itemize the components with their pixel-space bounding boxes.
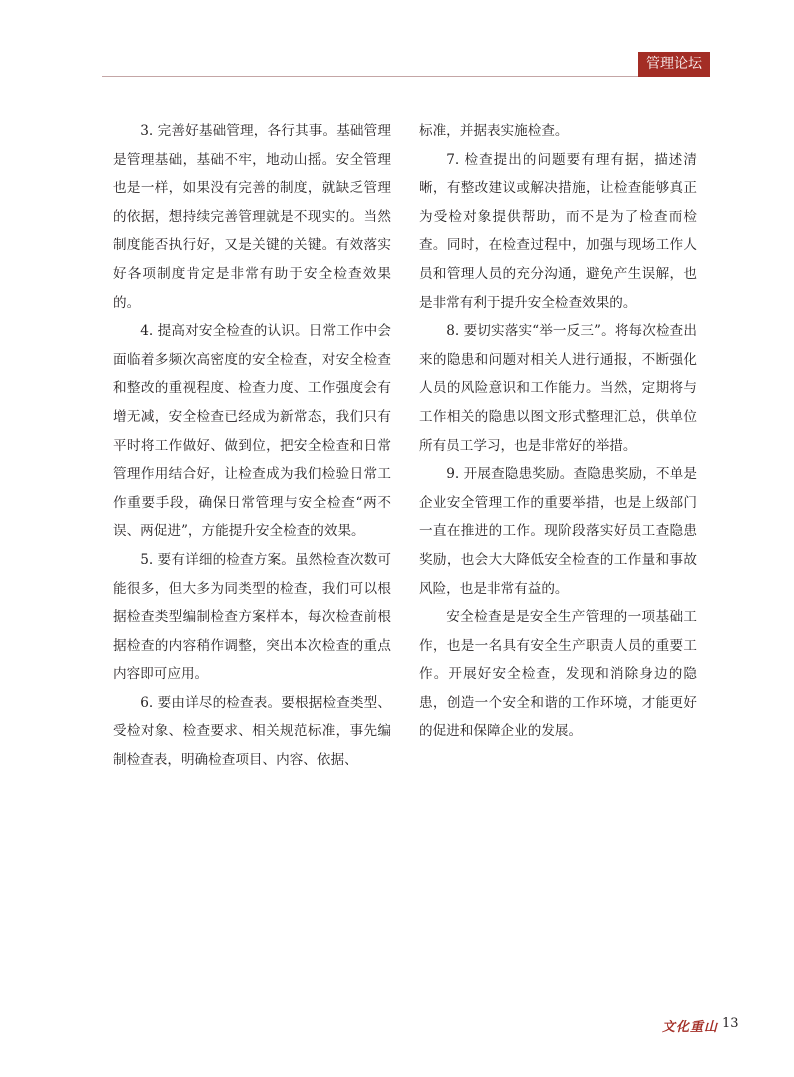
paragraph-7: 7. 检查提出的问题要有理有据，描述清晰，有整改建议或解决措施，让检查能够真正为受检对象提供帮助，而不是为了检查而检查。同时，在检查过程中，加强与现场工作人员和管理人员的充分沟通，避免产生误解，也是非常有利于提升安全检查效果的。 (419, 151, 697, 311)
magazine-logo: 文化重山 (662, 1020, 719, 1035)
right-column (419, 117, 697, 746)
paragraph-6-end: 标准，并据表实施检查。 (419, 123, 569, 139)
page-number: 13 (722, 1016, 739, 1031)
paragraph-4: 4. 提高对安全检查的认识。日常工作中会面临着多频次高密度的安全检查，对安全检查和整改的重视程度、检查力度、工作强度会有增无减，安全检查已经成为新常态，我们只有平时将工作做好、做到位，把安全检查和日常管理作用结合好，让检查成为我们检验日常工作重要手段，确保日常管理与安全检查“两不误、两促进”，方能提升安全检查的效果。 (113, 323, 391, 540)
paragraph-conclusion: 安全检查是是安全生产管理的一项基础工作，也是一名具有安全生产职责人员的重要工作。开展好安全检查，发现和消除身边的隐患，创造一个安全和谐的工作环境，才能更好的促进和保障企业的发展。 (419, 609, 697, 740)
header-divider (102, 76, 710, 77)
paragraph-9: 9. 开展查隐患奖励。查隐患奖励，不单是企业安全管理工作的重要举措，也是上级部门一直在推进的工作。现阶段落实好员工查隐患奖励，也会大大降低安全检查的工作量和事故风险，也是非常有益的。 (419, 466, 697, 597)
paragraph-8: 8. 要切实落实“举一反三”。将每次检查出来的隐患和问题对相关人进行通报，不断强化人员的风险意识和工作能力。当然，定期将与工作相关的隐患以图文形式整理汇总，供单位所有员工学习，也是非常好的举措。 (419, 323, 697, 454)
left-column (113, 117, 391, 775)
paragraph-3: 3. 完善好基础管理，各行其事。基础管理是管理基础，基础不牢，地动山摇。安全管理也是一样，如果没有完善的制度，就缺乏管理的依据，想持续完善管理就是不现实的。当然制度能否执行好，又是关键的关键。有效落实好各项制度肯定是非常有助于安全检查效果的。 (113, 123, 391, 311)
section-tag: 管理论坛 (638, 52, 710, 77)
paragraph-5: 5. 要有详细的检查方案。虽然检查次数可能很多，但大多为同类型的检查，我们可以根据检查类型编制检查方案样本，每次检查前根据检查的内容稍作调整，突出本次检查的重点内容即可应用。 (113, 551, 391, 683)
paragraph-6-start: 6. 要由详尽的检查表。要根据检查类型、受检对象、检查要求、相关规范标准，事先编制检查表，明确检查项目、内容、依据、 (113, 694, 391, 769)
